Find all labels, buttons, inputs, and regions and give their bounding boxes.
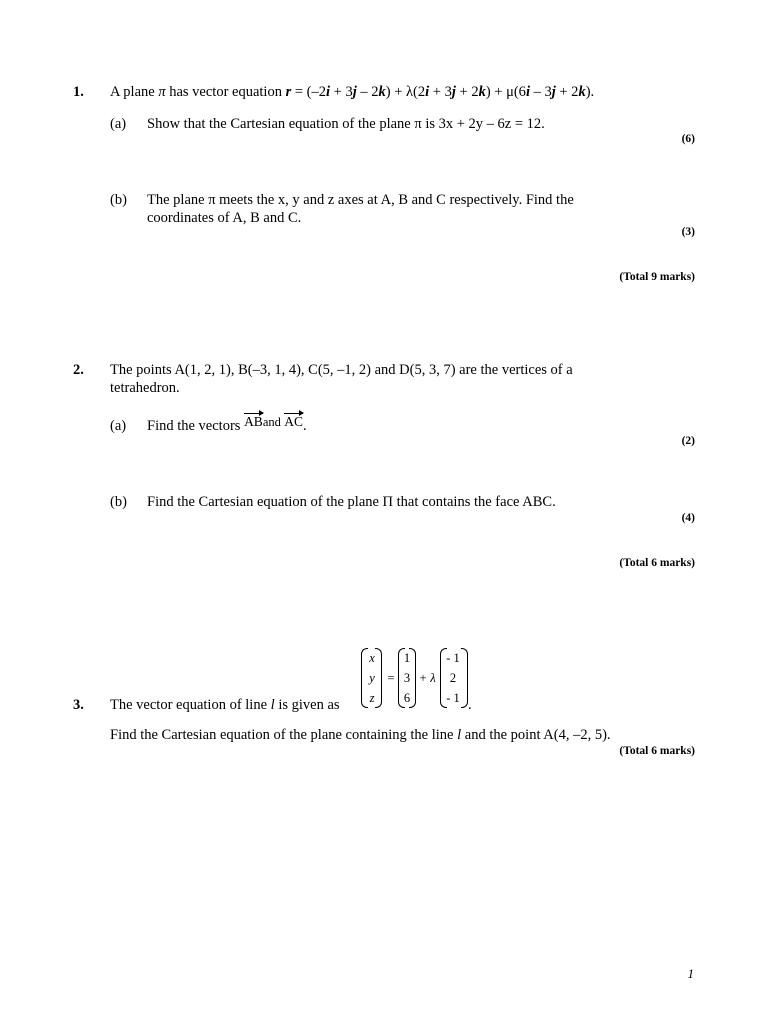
q2b-label: (b): [110, 494, 127, 510]
q2a-marks: (2): [681, 435, 695, 447]
q1a-label: (a): [110, 116, 127, 132]
q1-number: 1.: [73, 84, 84, 100]
q2a-text: Find the vectors ABand AC.: [147, 414, 307, 434]
vector-ac: AC: [284, 414, 304, 429]
q1b-marks: (3): [681, 226, 695, 238]
q1-total: (Total 9 marks): [619, 271, 695, 283]
q2-total: (Total 6 marks): [619, 557, 695, 569]
q3-total: (Total 6 marks): [619, 745, 695, 757]
q2b-marks: (4): [681, 512, 695, 524]
q2-number: 2.: [73, 362, 84, 378]
q1a-text: Show that the Cartesian equation of the plane π is 3x + 2y – 6z = 12.: [147, 116, 545, 132]
q2a-label: (a): [110, 418, 127, 434]
q1a-marks: (6): [681, 133, 695, 145]
q2-line2: tetrahedron.: [110, 380, 180, 396]
q3-stem: The vector equation of line l is given as: [110, 697, 340, 713]
q3-line2: Find the Cartesian equation of the plane containing the line l and the point A(4, –2, 5).: [110, 727, 611, 743]
vector-equation: x y z = 1 3 6 + λ - 1 2 - 1: [360, 648, 480, 708]
page-number: 1: [687, 966, 694, 981]
q1b-line2: coordinates of A, B and C.: [147, 210, 302, 226]
q1b-label: (b): [110, 192, 127, 208]
q3-number: 3.: [73, 697, 84, 713]
q1-stem: A plane π has vector equation r = (–2i + 3j – 2k) + λ(2i + 3j + 2k) + μ(6i – 3j + 2k).: [110, 84, 595, 100]
q1b-line1: The plane π meets the x, y and z axes at A, B and C respectively. Find the: [147, 192, 574, 208]
q2b-text: Find the Cartesian equation of the plane Π that contains the face ABC.: [147, 494, 556, 510]
q3-dot: .: [468, 697, 472, 713]
vector-ab: AB: [244, 414, 263, 429]
q2-line1: The points A(1, 2, 1), B(–3, 1, 4), C(5, –1, 2) and D(5, 3, 7) are the vertices of a: [110, 362, 573, 378]
